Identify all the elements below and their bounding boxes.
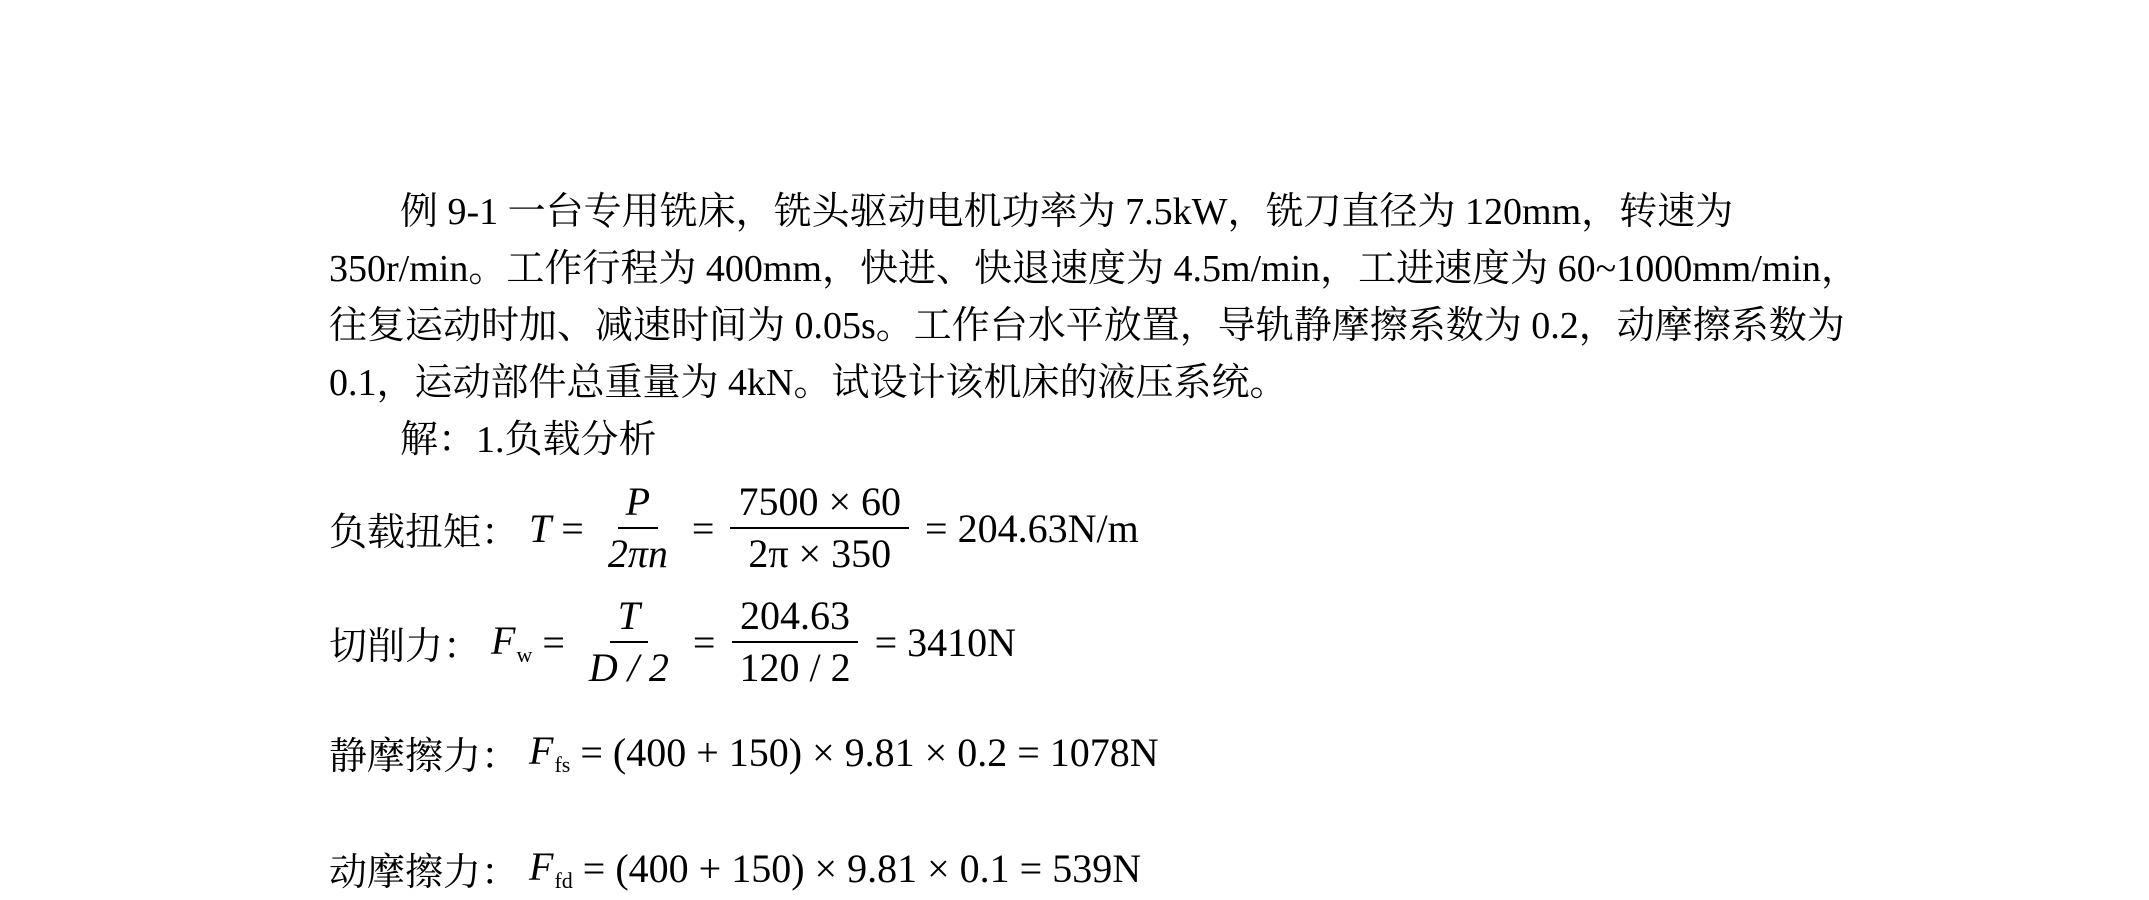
equals-sign: = — [691, 505, 715, 551]
fraction-numerator: 204.63 — [732, 595, 858, 643]
equals-sign: = — [561, 505, 584, 551]
solution-heading: 解：1.负载分析 — [400, 419, 657, 461]
equals-sign: = — [874, 619, 898, 665]
fraction-denominator: 2π × 350 — [748, 531, 892, 576]
fraction-numerator: 7500 × 60 — [730, 481, 909, 529]
fraction-denominator: D / 2 — [588, 645, 669, 690]
equation-label: 静摩擦力： — [329, 735, 520, 778]
equation-label: 负载扭矩： — [329, 511, 520, 554]
fraction-denominator: 120 / 2 — [739, 645, 851, 690]
variable-subscript: fd — [554, 867, 573, 893]
problem-text-line-4: 0.1，运动部件总重量为 4kN。试设计该机床的液压系统。 — [329, 362, 1288, 404]
variable-symbol: F — [491, 617, 516, 663]
fraction — [600, 481, 676, 575]
equals-sign: = — [925, 505, 948, 551]
equation-load-torque — [329, 478, 1139, 578]
equation-result: 3410N — [907, 619, 1017, 665]
equation-label: 切削力： — [329, 625, 482, 668]
equation-result: 204.63N/m — [957, 505, 1139, 551]
fraction — [731, 595, 858, 689]
equation-rhs: (400 + 150) × 9.81 × 0.2 = 1078N — [612, 729, 1159, 775]
fraction — [581, 595, 677, 689]
problem-text-line-2: 350r/min。工作行程为 400mm，快进、快退速度为 4.5m/min，工进速度为 60~1000mm/min， — [329, 248, 1860, 290]
equals-sign: = — [542, 619, 565, 665]
equation-lhs — [529, 843, 573, 894]
equation-lhs: T — [529, 505, 552, 551]
equals-sign: = — [580, 729, 603, 775]
fraction-numerator: P — [618, 481, 658, 529]
equation-dynamic-friction — [329, 840, 1141, 896]
equals-sign: = — [582, 845, 606, 891]
fraction-numerator: T — [610, 595, 648, 643]
equation-label: 动摩擦力： — [329, 851, 520, 894]
equals-sign: = — [692, 619, 716, 665]
equation-lhs — [529, 727, 570, 778]
equation-lhs — [491, 617, 532, 668]
equation-cutting-force — [329, 592, 1016, 692]
variable-symbol: F — [529, 843, 554, 889]
variable-subscript: fs — [554, 751, 571, 777]
problem-text-line-1: 例 9-1 一台专用铣床，铣头驱动电机功率为 7.5kW，铣刀直径为 120mm，转速为 — [400, 191, 1734, 233]
equation-rhs: (400 + 150) × 9.81 × 0.1 = 539N — [615, 845, 1142, 891]
problem-text-line-3: 往复运动时加、减速时间为 0.05s。工作台水平放置，导轨静摩擦系数为 0.2，动摩擦系数为 — [329, 305, 1845, 347]
variable-subscript: w — [516, 641, 533, 667]
variable-symbol: F — [529, 727, 554, 773]
fraction — [730, 481, 909, 575]
equation-static-friction — [329, 722, 1159, 782]
fraction-denominator: 2πn — [607, 531, 668, 576]
